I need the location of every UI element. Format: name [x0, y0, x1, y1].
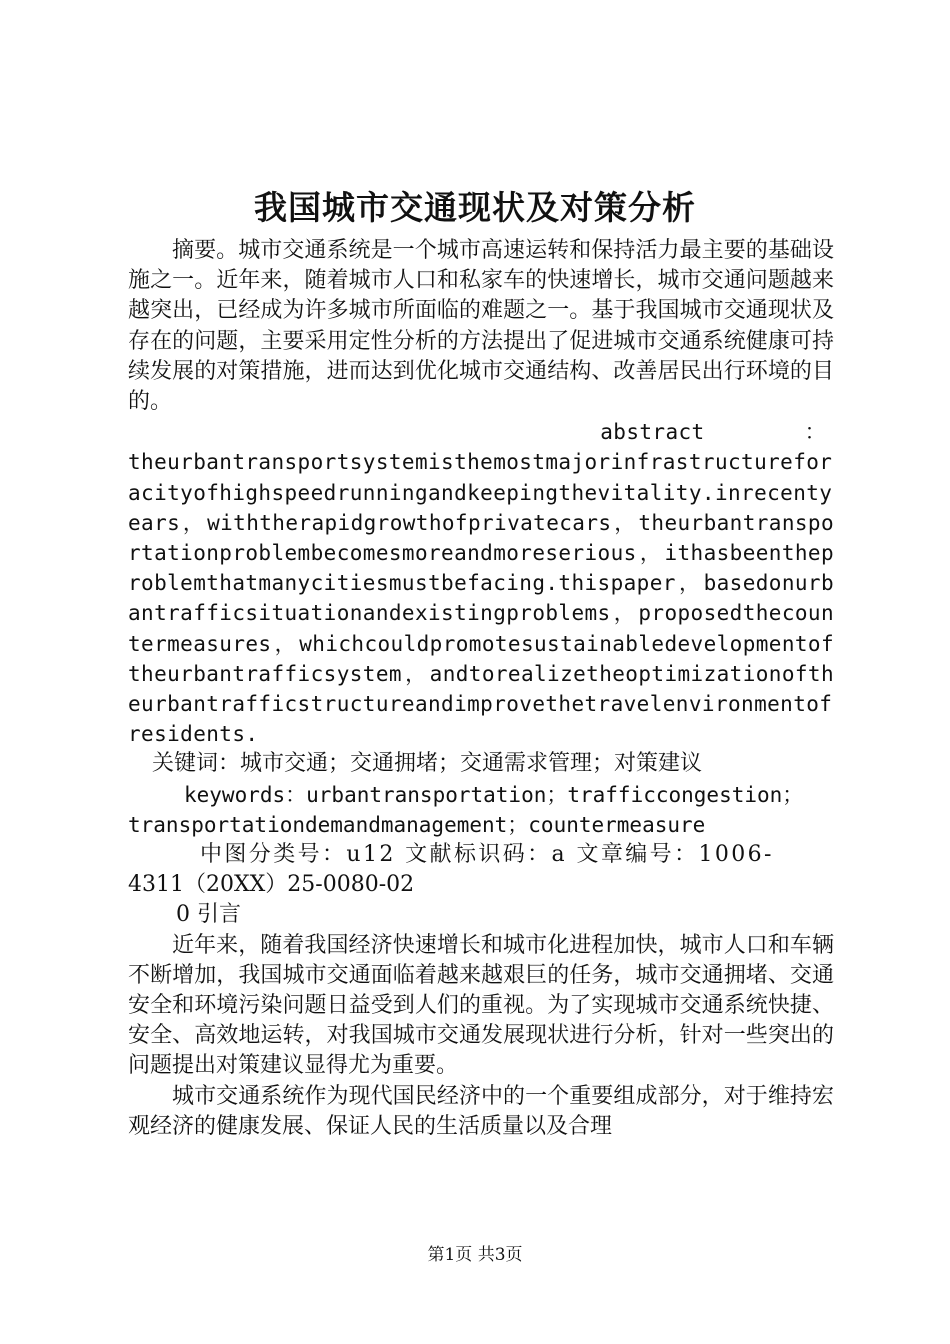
abstract-en-label: abstract — [600, 420, 705, 445]
page-footer: 第1页 共3页 — [427, 1245, 523, 1265]
intro-paragraph-2: 城市交通系统作为现代国民经济中的一个重要组成部分，对于维持宏观经济的健康发展、保证人民的生活质量以及合理 — [128, 1083, 834, 1139]
keywords-en-line-2: transportationdemandmanagement；countermeasure — [128, 812, 706, 837]
abstract-cn: 摘要。城市交通系统是一个城市高速运转和保持活力最主要的基础设施之一。近年来，随着城市人口和私家车的快速增长，城市交通问题越来越突出，已经成为许多城市所面临的难题之一。基于我国城市交通现状及存在的问题，主要采用定性分析的方法提出了促进城市交通系统健康可持续发展的对策措施，进而达到优化城市交通结构、改善居民出行环境的目的。 — [128, 238, 834, 415]
abstract-en-heading — [128, 417, 834, 447]
keywords-cn: 关键词：城市交通；交通拥堵；交通需求管理；对策建议 — [152, 751, 703, 777]
abstract-en-colon: ： — [804, 420, 826, 445]
keywords-en-line-1: keywords：urbantransportation；trafficcongestion； — [184, 782, 804, 807]
classification-line-2: 4311（20XX）25-0080-02 — [128, 872, 415, 898]
classification-line-1: 中图分类号：u12 文献标识码：a 文章编号：1006- — [200, 842, 774, 868]
abstract-en: theurbantransportsystemisthemostmajorinfrastructureforacityofhighspeedrunningandkeepingthevitality.inrecentyears，withtherapidgrowthofprivatecars，theurbantransportationproblembecomesmoreandmoreserious，ithasbeentheproblemthatmanycitiesmustbefacing.thispaper，basedonurbantrafficsituationandexistingproblems，proposedthecountermeasures，whichcouldpromotesustainabledevelopmentoftheurbantrafficsystem，andtorealizetheoptimizationoftheurbantrafficstructureandimprovethetravelenvironmentofresidents. — [128, 450, 834, 747]
document-body — [128, 236, 834, 1142]
section-heading-intro: 0 引言 — [176, 902, 241, 928]
document-title: 我国城市交通现状及对策分析 — [254, 188, 696, 227]
intro-paragraph-1: 近年来，随着我国经济快速增长和城市化进程加快，城市人口和车辆不断增加，我国城市交通面临着越来越艰巨的任务，城市交通拥堵、交通安全和环境污染问题日益受到人们的重视。为了实现城市交通系统快捷、安全、高效地运转，对我国城市交通发展现状进行分析，针对一些突出的问题提出对策建议显得尤为重要。 — [128, 932, 834, 1079]
